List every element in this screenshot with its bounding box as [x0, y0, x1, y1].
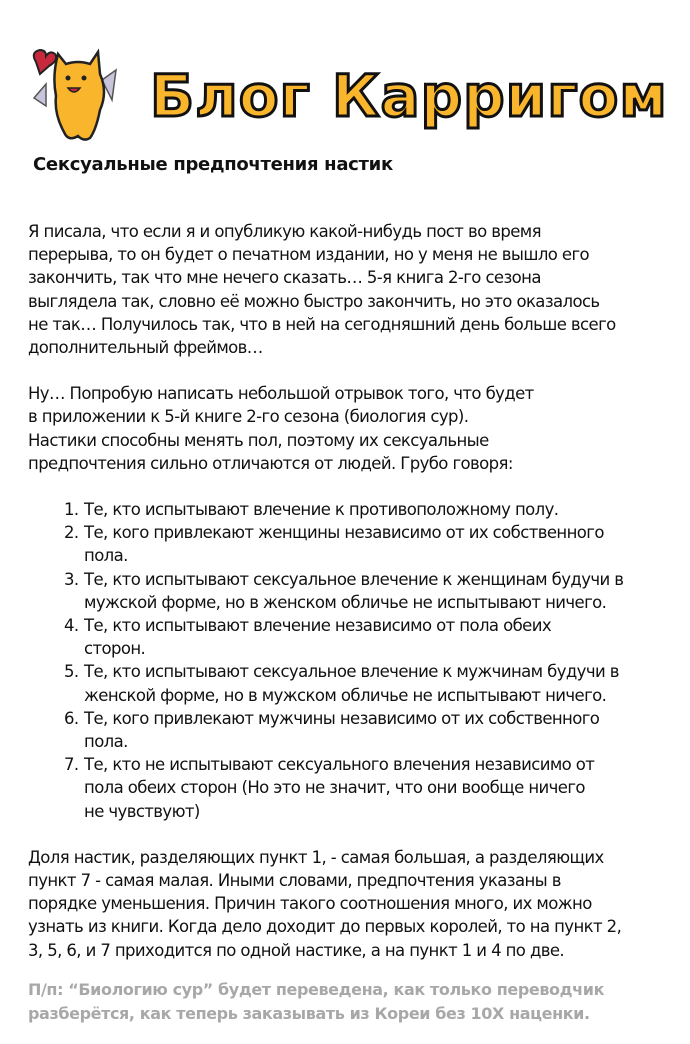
text-line: предпочтения сильно отличаются от людей. Грубо говоря: — [28, 453, 513, 473]
list-number: 6. — [64, 708, 79, 728]
text-line: узнать из книги. Когда дело доходит до первых королей, то на пункт 2, — [28, 917, 622, 937]
text-line: Те, кто испытывают сексуальное влечение к женщинам будучи в — [84, 569, 624, 589]
list-text — [84, 614, 551, 660]
translator-note — [28, 978, 604, 1026]
text-line: разберётся, как теперь заказывать из Кореи без 10Х наценки. — [28, 1004, 590, 1023]
list-text — [84, 568, 623, 614]
list-number: 2. — [64, 523, 79, 543]
text-line: Те, кто испытывают сексуальное влечение к мужчинам будучи в — [84, 662, 619, 682]
text-line: Настики способны менять пол, поэтому их сексуальные — [28, 430, 489, 450]
logo-text: Блог Карригом — [150, 62, 668, 130]
list-item — [64, 498, 668, 521]
text-line: Доля настик, разделяющих пункт 1, - самая большая, а разделяющих — [28, 847, 604, 867]
text-line: женской форме, но в мужском обличье не испытывают ничего. — [84, 685, 607, 705]
list-item — [64, 568, 668, 614]
text-line: пола. — [84, 546, 128, 566]
text-line: дополнительный фреймов… — [28, 338, 263, 358]
paragraph — [28, 382, 668, 475]
text-line: Те, кто испытывают влечение независимо от пола обеих — [84, 616, 551, 636]
text-line: пола. — [84, 732, 128, 752]
cat-mascot-icon — [28, 42, 128, 142]
post-title: Сексуальные предпочтения настик — [33, 154, 393, 175]
text-line: закончить, так что мне нечего сказать… 5-я книга 2-го сезона — [28, 268, 541, 288]
text-line: пола обеих сторон (Но это не значит, что они вообще ничего — [84, 778, 585, 798]
list-number: 1. — [64, 500, 79, 520]
list-text — [84, 660, 619, 706]
paragraph — [28, 220, 668, 359]
list-item — [64, 753, 668, 823]
text-line: Те, кто не испытывают сексуального влечения независимо от — [84, 755, 595, 775]
list-item — [64, 614, 668, 660]
list-text — [84, 498, 558, 521]
preferences-list — [28, 498, 668, 823]
post-body — [28, 220, 668, 985]
blog-logo[interactable] — [28, 42, 668, 142]
list-text — [84, 707, 599, 753]
text-line: мужской форме, но в женском обличье не испытывают ничего. — [84, 592, 607, 612]
list-text — [84, 521, 604, 567]
text-line: П/п: “Биологию сур” будет переведена, как только переводчик — [28, 980, 605, 999]
text-line: 3, 5, 6, и 7 приходится по одной настике, а на пункт 1 и 4 по две. — [28, 940, 565, 960]
text-line: сторон. — [84, 639, 146, 659]
text-line: в приложении к 5-й книге 2-го сезона (биология сур). — [28, 407, 469, 427]
list-number: 3. — [64, 569, 79, 589]
text-line: Ну… Попробую написать небольшой отрывок того, что будет — [28, 384, 534, 404]
list-text — [84, 753, 594, 823]
text-line: не так… Получилось так, что в ней на сегодняшний день больше всего — [28, 314, 616, 334]
text-line: выглядела так, словно её можно быстро закончить, но это оказалось — [28, 291, 600, 311]
list-number: 5. — [64, 662, 79, 682]
list-number: 7. — [64, 755, 79, 775]
text-line: пункт 7 - самая малая. Иными словами, предпочтения указаны в — [28, 871, 561, 891]
list-item — [64, 660, 668, 706]
text-line: перерыва, то он будет о печатном издании, но у меня не вышло его — [28, 245, 590, 265]
text-line: Те, кого привлекают женщины независимо от их собственного — [84, 523, 604, 543]
text-line: Я писала, что если я и опубликую какой-нибудь пост во время — [28, 222, 541, 241]
text-line: не чувствуют) — [84, 801, 200, 821]
list-item — [64, 707, 668, 753]
text-line: Те, кто испытывают влечение к противоположному полу. — [84, 500, 559, 520]
list-item — [64, 521, 668, 567]
text-line: порядке уменьшения. Причин такого соотношения много, их можно — [28, 894, 592, 914]
list-number: 4. — [64, 616, 79, 636]
paragraph — [28, 846, 668, 962]
text-line: Те, кого привлекают мужчины независимо от их собственного — [84, 708, 600, 728]
